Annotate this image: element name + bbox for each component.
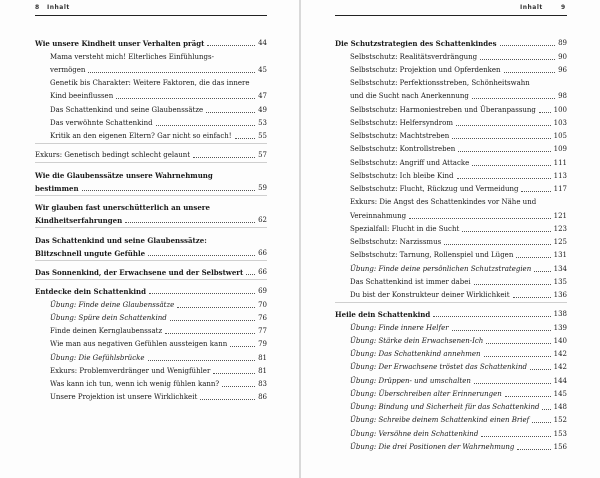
- entry-title: Übung: Das Schattenkind annehmen: [350, 350, 481, 358]
- dot-leader: [517, 449, 550, 450]
- entry-page-number: 81: [258, 353, 267, 362]
- entry-title: Das verwöhnte Schattenkind: [50, 118, 153, 127]
- dot-leader: [472, 98, 555, 99]
- dot-leader: [516, 257, 550, 258]
- entry-title: Übung: Stärke dein Erwachsenen-Ich: [350, 336, 484, 345]
- entry-page-number: 96: [558, 65, 567, 74]
- entry-title: Das Schattenkind und seine Glaubenssätze:: [35, 235, 207, 245]
- toc-entry[interactable]: [335, 154, 567, 167]
- dot-leader: [481, 436, 550, 437]
- entry-page-number: 70: [258, 300, 267, 309]
- entry-page-number: 111: [553, 158, 567, 167]
- toc-entry[interactable]: [35, 296, 267, 309]
- entry-page-number: 135: [553, 277, 567, 286]
- dot-leader: [472, 165, 550, 166]
- toc-entry[interactable]: [335, 234, 567, 247]
- dot-leader: [452, 138, 550, 139]
- table-of-contents: [335, 35, 567, 452]
- toc-entry[interactable]: [35, 323, 267, 336]
- dot-leader: [513, 297, 551, 298]
- toc-entry[interactable]: [335, 306, 567, 319]
- dot-leader: [82, 190, 256, 191]
- dot-leader: [200, 399, 255, 400]
- dot-leader: [409, 218, 551, 219]
- entry-title: Übung: Die drei Positionen der Wahrnehmung: [350, 442, 515, 451]
- entry-page-number: 59: [258, 183, 267, 192]
- entry-page-number: 47: [258, 92, 267, 101]
- toc-entry[interactable]: [35, 376, 267, 389]
- dot-leader: [480, 59, 555, 60]
- dot-leader: [246, 274, 255, 275]
- toc-entry[interactable]: [335, 101, 567, 114]
- entry-title: Übung: Schreibe deinem Schattenkind einen Brief: [350, 416, 530, 425]
- toc-entry[interactable]: [335, 247, 567, 260]
- entry-page-number: 77: [258, 327, 267, 335]
- entry-page-number: 125: [553, 238, 567, 246]
- entry-page-number: 123: [553, 224, 567, 233]
- dot-leader: [235, 138, 255, 139]
- toc-entry[interactable]: [335, 207, 567, 220]
- dot-leader: [532, 422, 550, 423]
- dot-leader: [474, 383, 551, 384]
- dot-leader: [165, 333, 255, 334]
- header-rule: [335, 15, 567, 16]
- toc-entry[interactable]: [335, 359, 567, 372]
- entry-title: und die Sucht nach Anerkennung: [350, 92, 469, 101]
- toc-entry[interactable]: [335, 35, 567, 48]
- toc-entry[interactable]: [335, 141, 567, 154]
- toc-entry[interactable]: [35, 35, 267, 48]
- entry-title: Selbstschutz: Harmoniestreben und Überanpassung: [350, 105, 536, 114]
- entry-title: Übung: Der Erwachsene tröstet das Schattenkind: [350, 363, 528, 372]
- entry-page-number: 81: [258, 366, 267, 375]
- entry-title: Mama versteht mich! Elterliches Einfühlungs-: [50, 52, 214, 61]
- entry-page-number: 138: [553, 310, 567, 319]
- entry-page-number: 142: [553, 350, 567, 358]
- toc-entry[interactable]: [335, 221, 567, 234]
- entry-page-number: 156: [553, 442, 567, 451]
- entry-title: Übung: Versöhne dein Schattenkind: [350, 429, 479, 438]
- dot-leader: [530, 369, 551, 370]
- entry-title: Übung: Drüppen- und umschalten: [350, 376, 471, 385]
- entry-page-number: 105: [553, 132, 567, 140]
- entry-page-number: 144: [553, 376, 567, 385]
- entry-title: Wie unsere Kindheit unser Verhalten prägt: [35, 39, 205, 49]
- toc-entry[interactable]: [335, 412, 567, 425]
- section-separator: [335, 302, 567, 303]
- toc-entry[interactable]: [335, 372, 567, 385]
- dot-leader: [177, 307, 255, 308]
- entry-page-number: 53: [258, 118, 267, 127]
- running-head: Inhalt: [47, 4, 70, 11]
- entry-title: Wie man aus negativen Gefühlen aussteigen kann: [50, 340, 228, 349]
- entry-page-number: 55: [258, 132, 267, 140]
- toc-entry[interactable]: [335, 386, 567, 399]
- dot-leader: [484, 356, 551, 357]
- entry-title: Selbstschutz: Helfersyndrom: [350, 118, 453, 127]
- toc-entry[interactable]: [35, 336, 267, 349]
- dot-leader: [539, 112, 551, 113]
- entry-title: Selbstschutz: Tarnung, Rollenspiel und Lügen: [350, 251, 514, 260]
- toc-entry[interactable]: [35, 199, 267, 212]
- toc-entry[interactable]: [335, 333, 567, 346]
- toc-entry[interactable]: [335, 62, 567, 75]
- entry-title: Kind beeinflussen: [50, 92, 114, 101]
- toc-entry[interactable]: [335, 399, 567, 412]
- toc-entry[interactable]: [35, 75, 267, 88]
- page-number: 8: [35, 4, 40, 11]
- dot-leader: [193, 157, 255, 158]
- dot-leader: [88, 72, 255, 73]
- toc-entry[interactable]: [35, 363, 267, 376]
- entry-title: Selbstschutz: Kontrollstreben: [350, 145, 456, 154]
- entry-page-number: 89: [558, 39, 567, 48]
- entry-page-number: 142: [553, 363, 567, 372]
- dot-leader: [500, 45, 556, 46]
- entry-title: Finde deinen Kernglaubenssatz: [50, 327, 163, 335]
- toc-entry[interactable]: [35, 147, 267, 160]
- dot-leader: [149, 293, 255, 294]
- toc-entry[interactable]: [35, 62, 267, 75]
- toc-entry[interactable]: [35, 389, 267, 402]
- dot-leader: [116, 98, 255, 99]
- entry-title: Wir glauben fast unerschütterlich an unsere: [35, 203, 210, 212]
- entry-title: Kritik an den eigenen Eltern? Gar nicht so einfach!: [50, 132, 232, 140]
- dot-leader: [148, 255, 255, 256]
- entry-page-number: 66: [258, 248, 267, 257]
- entry-title: Übung: Überschreiben alter Erinnerungen: [350, 389, 502, 398]
- entry-title: Übung: Finde innere Helfer: [350, 323, 449, 332]
- toc-entry[interactable]: [35, 48, 267, 61]
- entry-page-number: 62: [258, 216, 267, 225]
- header-rule: [35, 15, 267, 16]
- toc-entry[interactable]: [35, 264, 267, 277]
- section-separator: [35, 162, 267, 163]
- entry-title: Das Sonnenkind, der Erwachsene und der Selbstwert: [35, 268, 244, 277]
- toc-entry[interactable]: [35, 166, 267, 179]
- entry-title: Übung: Spüre dein Schattenkind: [50, 313, 167, 322]
- entry-title: Das Schattenkind und seine Glaubenssätze: [50, 105, 204, 114]
- dot-leader: [542, 409, 550, 410]
- entry-title: Heile dein Schattenkind: [335, 310, 431, 320]
- toc-entry[interactable]: [335, 439, 567, 452]
- dot-leader: [505, 396, 551, 397]
- entry-page-number: 83: [258, 380, 267, 388]
- dot-leader: [534, 271, 550, 272]
- toc-entry[interactable]: [335, 319, 567, 332]
- entry-title: Selbstschutz: Ich bleibe Kind: [350, 171, 454, 180]
- entry-page-number: 131: [553, 251, 567, 260]
- entry-title: Exkurs: Die Angst des Schattenkindes vor Nähe und: [350, 198, 537, 207]
- entry-page-number: 134: [553, 264, 567, 273]
- dot-leader: [521, 191, 550, 192]
- entry-title: Übung: Finde deine Glaubenssätze: [50, 300, 175, 309]
- toc-entry[interactable]: [335, 425, 567, 438]
- entry-page-number: 148: [553, 403, 567, 411]
- entry-page-number: 66: [258, 268, 267, 276]
- toc-entry[interactable]: [35, 180, 267, 193]
- dot-leader: [458, 151, 550, 152]
- entry-page-number: 103: [553, 118, 567, 127]
- left-page: [0, 0, 299, 478]
- toc-entry[interactable]: [335, 274, 567, 287]
- dot-leader: [452, 330, 551, 331]
- entry-title: Übung: Bindung und Sicherheit für das Schattenkind: [350, 403, 540, 411]
- entry-title: Übung: Die Gefühlsbrücke: [50, 353, 145, 362]
- toc-entry[interactable]: [35, 115, 267, 128]
- entry-page-number: 117: [553, 185, 567, 193]
- toc-entry[interactable]: [35, 310, 267, 323]
- toc-entry[interactable]: [335, 88, 567, 101]
- entry-page-number: 45: [258, 65, 267, 74]
- dot-leader: [230, 346, 255, 347]
- dot-leader: [125, 222, 255, 223]
- entry-page-number: 44: [258, 39, 267, 48]
- entry-title: Übung: Finde deine persönlichen Schutzstrategien: [350, 264, 532, 273]
- toc-entry[interactable]: [35, 88, 267, 101]
- entry-title: Genetik bis Charakter: Weitere Faktoren, die das innere: [50, 79, 250, 87]
- entry-page-number: 136: [553, 291, 567, 299]
- entry-title: Exkurs: Problemverdränger und Wenigfühler: [50, 366, 211, 375]
- entry-page-number: 79: [258, 340, 267, 349]
- toc-entry[interactable]: [335, 346, 567, 359]
- toc-entry[interactable]: [35, 231, 267, 244]
- toc-entry[interactable]: [35, 212, 267, 225]
- section-separator: [35, 227, 267, 228]
- section-separator: [35, 260, 267, 261]
- entry-title: Selbstschutz: Angriff und Attacke: [350, 158, 470, 167]
- entry-page-number: 49: [258, 105, 267, 114]
- entry-page-number: 57: [258, 151, 267, 160]
- entry-title: Selbstschutz: Perfektionsstreben, Schönheitswahn: [350, 79, 530, 87]
- entry-title: bestimmen: [35, 183, 79, 193]
- entry-title: Du bist der Konstrukteur deiner Wirklichkeit: [350, 291, 510, 299]
- entry-page-number: 109: [553, 145, 567, 154]
- entry-page-number: 98: [558, 92, 567, 101]
- toc-entry[interactable]: [335, 75, 567, 88]
- dot-leader: [213, 373, 255, 374]
- entry-title: Wie die Glaubenssätze unsere Wahrnehmung: [35, 170, 213, 180]
- entry-title: Vereinnahmung: [350, 211, 407, 220]
- entry-page-number: 140: [553, 336, 567, 345]
- entry-page-number: 153: [553, 429, 567, 438]
- section-separator: [35, 143, 267, 144]
- entry-page-number: 113: [553, 171, 567, 180]
- entry-title: Kindheitserfahrungen: [35, 216, 123, 226]
- entry-page-number: 100: [553, 105, 567, 114]
- entry-title: Selbstschutz: Machtstreben: [350, 132, 450, 140]
- toc-entry[interactable]: [335, 194, 567, 207]
- entry-title: vermögen: [50, 65, 86, 74]
- right-page: [301, 0, 600, 478]
- dot-leader: [170, 320, 255, 321]
- entry-page-number: 121: [553, 211, 567, 220]
- dot-leader: [207, 45, 255, 46]
- toc-entry[interactable]: [335, 115, 567, 128]
- section-separator: [35, 279, 267, 280]
- entry-page-number: 90: [558, 52, 567, 61]
- entry-title: Entdecke dein Schattenkind: [35, 287, 146, 297]
- entry-title: Selbstschutz: Projektion und Opferdenken: [350, 65, 501, 74]
- toc-entry[interactable]: [335, 48, 567, 61]
- entry-page-number: 86: [258, 393, 267, 402]
- toc-entry[interactable]: [35, 101, 267, 114]
- toc-entry[interactable]: [35, 349, 267, 362]
- entry-page-number: 76: [258, 313, 267, 322]
- dot-leader: [433, 316, 550, 317]
- entry-title: Selbstschutz: Narzissmus: [350, 238, 442, 246]
- entry-page-number: 152: [553, 416, 567, 425]
- dot-leader: [457, 178, 551, 179]
- dot-leader: [444, 244, 550, 245]
- dot-leader: [206, 112, 255, 113]
- table-of-contents: [35, 35, 267, 402]
- dot-leader: [462, 231, 550, 232]
- entry-title: Das Schattenkind ist immer dabei: [350, 277, 471, 286]
- toc-entry[interactable]: [35, 283, 267, 296]
- entry-title: Spezialfall: Flucht in die Sucht: [350, 224, 460, 233]
- toc-entry[interactable]: [335, 181, 567, 194]
- toc-entry[interactable]: [335, 287, 567, 300]
- entry-title: Die Schutzstrategien des Schattenkindes: [335, 39, 497, 49]
- entry-title: Selbstschutz: Flucht, Rückzug und Vermeidung: [350, 185, 519, 193]
- entry-page-number: 139: [553, 323, 567, 332]
- dot-leader: [486, 343, 550, 344]
- entry-title: Was kann ich tun, wenn ich wenig fühlen kann?: [50, 380, 220, 388]
- entry-title: Blitzschnell ungute Gefühle: [35, 248, 146, 258]
- dot-leader: [504, 72, 556, 73]
- toc-entry[interactable]: [335, 260, 567, 273]
- dot-leader: [148, 360, 256, 361]
- page-number: 9: [561, 4, 566, 11]
- entry-title: Unsere Projektion ist unsere Wirklichkeit: [50, 393, 198, 402]
- toc-entry[interactable]: [35, 245, 267, 258]
- dot-leader: [222, 386, 255, 387]
- toc-entry[interactable]: [335, 128, 567, 141]
- running-head: Inhalt: [520, 4, 543, 11]
- entry-title: Exkurs: Genetisch bedingt schlecht gelaunt: [35, 151, 191, 160]
- toc-entry[interactable]: [35, 128, 267, 141]
- dot-leader: [474, 284, 551, 285]
- entry-title: Selbstschutz: Realitätsverdrängung: [350, 52, 478, 61]
- section-separator: [35, 195, 267, 196]
- dot-leader: [456, 125, 551, 126]
- entry-page-number: 69: [258, 287, 267, 296]
- entry-page-number: 145: [553, 389, 567, 398]
- dot-leader: [156, 125, 255, 126]
- toc-entry[interactable]: [335, 168, 567, 181]
